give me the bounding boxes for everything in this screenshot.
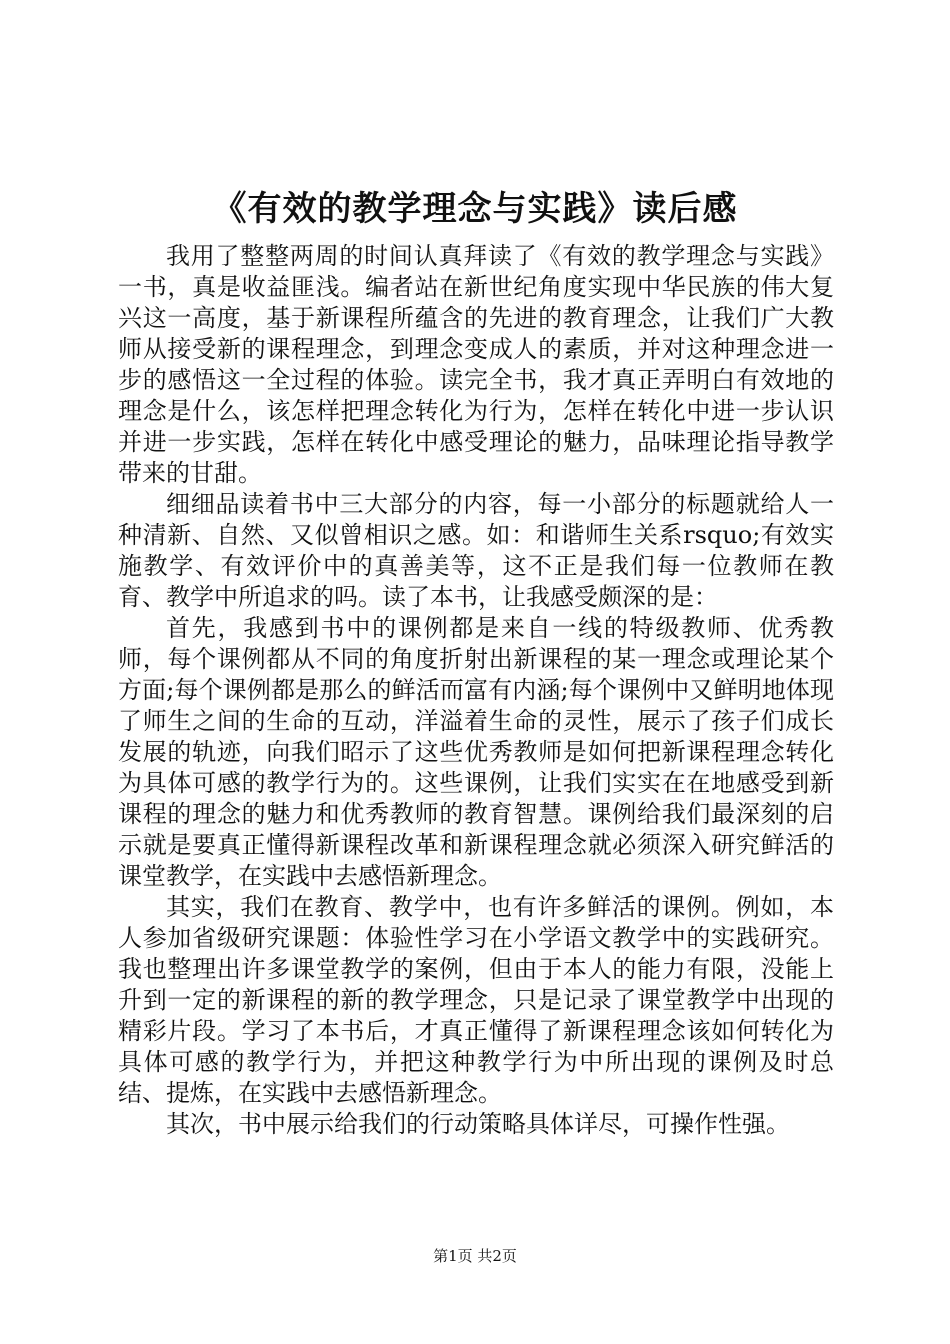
paragraph-1: 我用了整整两周的时间认真拜读了《有效的教学理念与实践》一书，真是收益匪浅。编者站在新世纪角度实现中华民族的伟大复兴这一高度，基于新课程所蕴含的先进的教育理念，让我们广大教师从接受新的课程理念，到理念变成人的素质，并对这种理念进一步的感悟这一全过程的体验。读完全书，我才真正弄明白有效地的理念是什么，该怎样把理念转化为行为，怎样在转化中进一步认识并进一步实践，怎样在转化中感受理论的魅力，品味理论指导教学带来的甘甜。	[118, 242, 834, 487]
paragraph-3: 首先，我感到书中的课例都是来自一线的特级教师、优秀教师，每个课例都从不同的角度折射出新课程的某一理念或理论某个方面;每个课例都是那么的鲜活而富有内涵;每个课例中又鲜明地体现了师生之间的生命的互动，洋溢着生命的灵性，展示了孩子们成长发展的轨迹，向我们昭示了这些优秀教师是如何把新课程理念转化为具体可感的教学行为的。这些课例，让我们实实在在地感受到新课程的理念的魅力和优秀教师的教育智慧。课例给我们最深刻的启示就是要真正懂得新课程改革和新课程理念就必须深入研究鲜活的课堂教学，在实践中去感悟新理念。	[118, 614, 834, 890]
paragraph-4: 其实，我们在教育、教学中，也有许多鲜活的课例。例如，本人参加省级研究课题：体验性学习在小学语文教学中的实践研究。我也整理出许多课堂教学的案例，但由于本人的能力有限，没能上升到一定的新课程的新的教学理念，只是记录了课堂教学中出现的精彩片段。学习了本书后，才真正懂得了新课程理念该如何转化为具体可感的教学行为，并把这种教学行为中所出现的课例及时总结、提炼，在实践中去感悟新理念。	[118, 893, 834, 1107]
document-body	[118, 241, 834, 1140]
page-footer: 第1页 共2页	[433, 1247, 517, 1265]
paragraph-5: 其次，书中展示给我们的行动策略具体详尽，可操作性强。	[166, 1110, 790, 1138]
paragraph-2: 细细品读着书中三大部分的内容，每一小部分的标题就给人一种清新、自然、又似曾相识之感。如：和谐师生关系rsquo;有效实施教学、有效评价中的真善美等，这不正是我们每一位教师在教育、教学中所追求的吗。读了本书，让我感受颇深的是：	[118, 490, 834, 611]
document-title: 《有效的教学理念与实践》读后感	[212, 189, 738, 229]
